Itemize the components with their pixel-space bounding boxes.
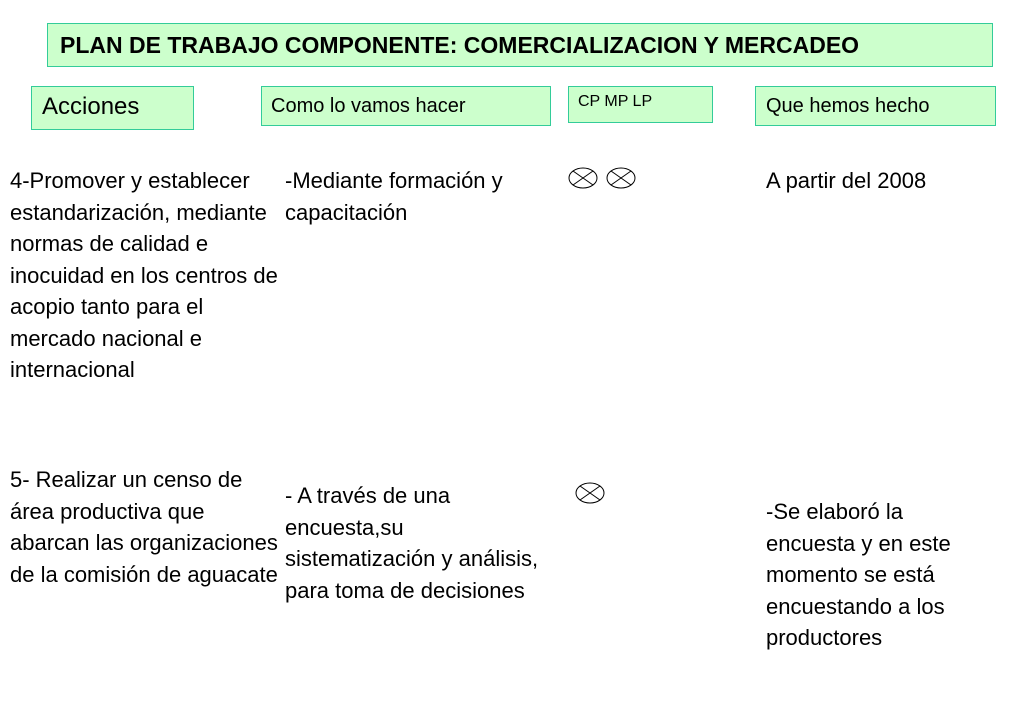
header-como-lo-vamos-hacer: Como lo vamos hacer — [261, 86, 551, 126]
row-1-que: A partir del 2008 — [766, 168, 927, 193]
page-title: PLAN DE TRABAJO COMPONENTE: COMERCIALIZACION Y MERCADEO — [47, 23, 993, 67]
row-2-accion: 5- Realizar un censo de área productiva que abarcan las organizaciones de la comisión de aguacate — [10, 467, 278, 587]
header-que-hemos-hecho: Que hemos hecho — [755, 86, 996, 126]
header-plazo: CP MP LP — [568, 86, 713, 123]
row-1-accion: 4-Promover y establecer estandarización, mediante normas de calidad e inocuidad en los centros de acopio tanto para el mercado nacional e internacional — [10, 168, 278, 382]
cross-circle-icon — [606, 167, 636, 189]
header-acciones: Acciones — [31, 86, 194, 130]
row-2-que: -Se elaboró la encuesta y en este momento se está encuestando a los productores — [766, 499, 951, 650]
cross-circle-icon — [575, 482, 605, 504]
row-2-como: - A través de una encuesta,su sistematización y análisis, para toma de decisiones — [285, 483, 539, 603]
cross-circle-icon — [568, 167, 598, 189]
row-1-como: -Mediante formación y capacitación — [285, 168, 503, 225]
